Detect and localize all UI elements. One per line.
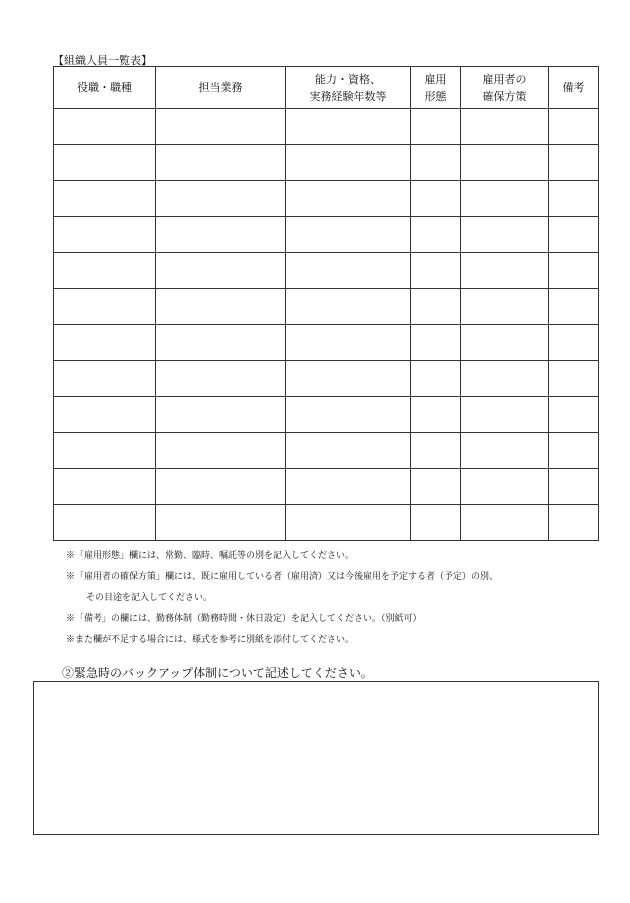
table-cell-hiring-plan[interactable] <box>461 505 549 541</box>
table-cell-remarks[interactable] <box>549 433 599 469</box>
table-cell-hiring-plan[interactable] <box>461 289 549 325</box>
table-cell-duties[interactable] <box>156 469 286 505</box>
note-employment-type: ※「雇用形態」欄には、常勤、臨時、嘱託等の別を記入してください。 <box>66 551 355 561</box>
table-cell-duties[interactable] <box>156 505 286 541</box>
table-cell-role[interactable] <box>54 505 156 541</box>
table-cell-hiring-plan[interactable] <box>461 217 549 253</box>
table-cell-role[interactable] <box>54 325 156 361</box>
table-row <box>54 253 599 289</box>
column-header-qualifications: 能力・資格、 実務経験年数等 <box>286 67 411 109</box>
table-cell-qualifications[interactable] <box>286 109 411 145</box>
table-cell-role[interactable] <box>54 433 156 469</box>
table-cell-qualifications[interactable] <box>286 253 411 289</box>
table-cell-qualifications[interactable] <box>286 433 411 469</box>
table-cell-qualifications[interactable] <box>286 217 411 253</box>
table-cell-qualifications[interactable] <box>286 397 411 433</box>
table-row <box>54 109 599 145</box>
column-header-hiring-plan: 雇用者の 確保方策 <box>461 67 549 109</box>
table-row <box>54 289 599 325</box>
note-remarks: ※「備考」の欄には、勤務体制（勤務時間・休日設定）を記入してください。（別紙可） <box>66 614 422 624</box>
table-cell-hiring-plan[interactable] <box>461 469 549 505</box>
table-cell-qualifications[interactable] <box>286 325 411 361</box>
table-cell-hiring-plan[interactable] <box>461 109 549 145</box>
table-cell-duties[interactable] <box>156 397 286 433</box>
table-cell-role[interactable] <box>54 397 156 433</box>
table-cell-employment-type[interactable] <box>411 433 461 469</box>
backup-section-title: ②緊急時のバックアップ体制について記述してください。 <box>62 666 373 680</box>
table-cell-employment-type[interactable] <box>411 469 461 505</box>
table-cell-remarks[interactable] <box>549 253 599 289</box>
table-cell-hiring-plan[interactable] <box>461 253 549 289</box>
table-row <box>54 433 599 469</box>
table-cell-employment-type[interactable] <box>411 397 461 433</box>
table-cell-employment-type[interactable] <box>411 253 461 289</box>
header-row <box>54 67 599 109</box>
table-cell-duties[interactable] <box>156 361 286 397</box>
table-cell-qualifications[interactable] <box>286 181 411 217</box>
table-cell-qualifications[interactable] <box>286 289 411 325</box>
table-cell-employment-type[interactable] <box>411 325 461 361</box>
table-cell-duties[interactable] <box>156 109 286 145</box>
staff-roster-table <box>53 66 599 541</box>
table-cell-hiring-plan[interactable] <box>461 361 549 397</box>
table-cell-hiring-plan[interactable] <box>461 325 549 361</box>
table-cell-employment-type[interactable] <box>411 217 461 253</box>
table-cell-employment-type[interactable] <box>411 505 461 541</box>
table-cell-role[interactable] <box>54 217 156 253</box>
table-row <box>54 469 599 505</box>
table-cell-employment-type[interactable] <box>411 145 461 181</box>
table-cell-duties[interactable] <box>156 145 286 181</box>
table-cell-remarks[interactable] <box>549 109 599 145</box>
note-hiring-plan: ※「雇用者の確保方策」欄には、既に雇用している者（雇用済）又は今後雇用を予定する者（予定）の別、 <box>66 572 499 582</box>
note-attachments: ※また欄が不足する場合には、様式を参考に別紙を添付してください。 <box>66 635 355 645</box>
table-row <box>54 397 599 433</box>
column-header-employment-type: 雇用 形態 <box>411 67 461 109</box>
table-cell-role[interactable] <box>54 289 156 325</box>
table-cell-employment-type[interactable] <box>411 289 461 325</box>
table-cell-employment-type[interactable] <box>411 181 461 217</box>
table-cell-remarks[interactable] <box>549 289 599 325</box>
table-cell-remarks[interactable] <box>549 469 599 505</box>
table-row <box>54 361 599 397</box>
table-cell-remarks[interactable] <box>549 325 599 361</box>
table-cell-remarks[interactable] <box>549 397 599 433</box>
table-cell-remarks[interactable] <box>549 505 599 541</box>
table-cell-hiring-plan[interactable] <box>461 433 549 469</box>
table-cell-qualifications[interactable] <box>286 469 411 505</box>
table-cell-remarks[interactable] <box>549 181 599 217</box>
table-cell-qualifications[interactable] <box>286 145 411 181</box>
table-cell-role[interactable] <box>54 181 156 217</box>
column-header-remarks: 備考 <box>549 67 599 109</box>
table-row <box>54 217 599 253</box>
table-cell-employment-type[interactable] <box>411 109 461 145</box>
table-cell-role[interactable] <box>54 109 156 145</box>
table-cell-hiring-plan[interactable] <box>461 397 549 433</box>
table-cell-qualifications[interactable] <box>286 505 411 541</box>
note-hiring-plan-continued: その目途を記入してください。 <box>86 593 213 603</box>
table-title: 【組織人員一覧表】 <box>53 54 152 67</box>
table-cell-remarks[interactable] <box>549 145 599 181</box>
table-cell-duties[interactable] <box>156 181 286 217</box>
table-cell-hiring-plan[interactable] <box>461 181 549 217</box>
table-cell-role[interactable] <box>54 469 156 505</box>
table-cell-hiring-plan[interactable] <box>461 145 549 181</box>
table-cell-remarks[interactable] <box>549 217 599 253</box>
backup-answer-box[interactable] <box>33 681 599 835</box>
table-cell-employment-type[interactable] <box>411 361 461 397</box>
table-row <box>54 505 599 541</box>
table-cell-remarks[interactable] <box>549 361 599 397</box>
table-cell-duties[interactable] <box>156 253 286 289</box>
table-cell-duties[interactable] <box>156 325 286 361</box>
table-row <box>54 325 599 361</box>
table-cell-duties[interactable] <box>156 289 286 325</box>
table-cell-role[interactable] <box>54 361 156 397</box>
table-cell-role[interactable] <box>54 145 156 181</box>
table-cell-role[interactable] <box>54 253 156 289</box>
table-row <box>54 145 599 181</box>
column-header-role: 役職・職種 <box>54 67 156 109</box>
table-cell-qualifications[interactable] <box>286 361 411 397</box>
column-header-duties: 担当業務 <box>156 67 286 109</box>
table-cell-duties[interactable] <box>156 217 286 253</box>
table-cell-duties[interactable] <box>156 433 286 469</box>
table-row <box>54 181 599 217</box>
notes <box>66 546 498 651</box>
